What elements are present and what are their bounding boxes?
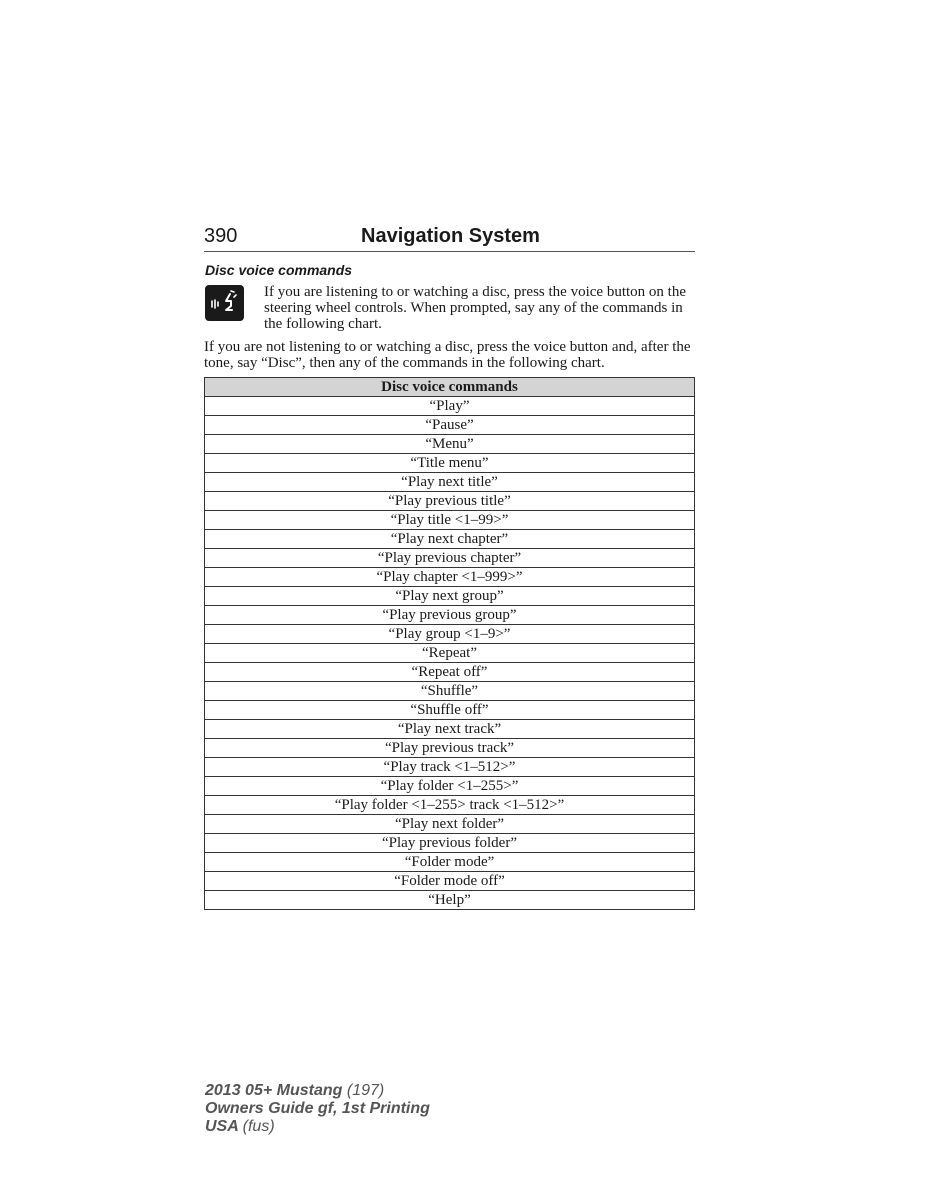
command-cell: “Play chapter <1–999>” [205, 568, 695, 587]
table-row [205, 834, 695, 853]
table-row [205, 815, 695, 834]
command-cell: “Play previous track” [205, 739, 695, 758]
command-cell: “Repeat” [205, 644, 695, 663]
table-row [205, 758, 695, 777]
footer-line-1 [205, 1082, 430, 1100]
table-header-cell: Disc voice commands [205, 378, 695, 397]
footer-model: 2013 05+ Mustang [205, 1082, 343, 1099]
table-row [205, 473, 695, 492]
footer-line-2: Owners Guide gf, 1st Printing [205, 1100, 430, 1117]
table-row [205, 701, 695, 720]
command-cell: “Repeat off” [205, 663, 695, 682]
table-row [205, 872, 695, 891]
command-cell: “Play previous group” [205, 606, 695, 625]
footer-model-code: (197) [346, 1082, 385, 1099]
command-cell: “Pause” [205, 416, 695, 435]
section-heading: Disc voice commands [205, 262, 353, 278]
table-row [205, 568, 695, 587]
command-cell: “Play previous title” [205, 492, 695, 511]
table-row [205, 739, 695, 758]
table-row [205, 492, 695, 511]
command-cell: “Play previous chapter” [205, 549, 695, 568]
command-cell: “Play previous folder” [205, 834, 695, 853]
footer-line-3 [205, 1118, 430, 1136]
command-cell: “Play folder <1–255> track <1–512>” [205, 796, 695, 815]
table-row [205, 397, 695, 416]
table-row [205, 587, 695, 606]
table-row [205, 663, 695, 682]
table-row [205, 454, 695, 473]
table-row [205, 435, 695, 454]
table-row [205, 511, 695, 530]
command-cell: “Play next title” [205, 473, 695, 492]
table-row [205, 682, 695, 701]
instruction-paragraph: If you are not listening to or watching a disc, press the voice button and, after the tone, say “Disc”, then any of the commands in the following chart. [204, 339, 691, 371]
command-cell: “Shuffle off” [205, 701, 695, 720]
page-header [204, 224, 695, 252]
command-cell: “Play next group” [205, 587, 695, 606]
command-cell: “Play folder <1–255>” [205, 777, 695, 796]
table-row [205, 777, 695, 796]
table-row [205, 891, 695, 910]
table-row [205, 644, 695, 663]
command-cell: “Shuffle” [205, 682, 695, 701]
print-footer [205, 1082, 430, 1136]
page-number: 390 [204, 225, 238, 247]
command-cell: “Help” [205, 891, 695, 910]
command-cell: “Play track <1–512>” [205, 758, 695, 777]
disc-voice-commands-table [204, 377, 695, 910]
table-row [205, 530, 695, 549]
footer-region: USA [205, 1118, 239, 1135]
table-header-row [205, 378, 695, 397]
command-cell: “Play” [205, 397, 695, 416]
command-cell: “Title menu” [205, 454, 695, 473]
command-cell: “Play group <1–9>” [205, 625, 695, 644]
command-cell: “Play next folder” [205, 815, 695, 834]
command-cell: “Play next chapter” [205, 530, 695, 549]
table-row [205, 625, 695, 644]
table-row [205, 416, 695, 435]
table-row [205, 720, 695, 739]
intro-text: If you are listening to or watching a disc, press the voice button on the steering wheel controls. When prompted, say any of the commands in the following chart. [264, 284, 686, 332]
voice-command-icon [205, 285, 244, 321]
command-cell: “Menu” [205, 435, 695, 454]
command-cell: “Folder mode” [205, 853, 695, 872]
footer-region-code: (fus) [242, 1118, 275, 1135]
table-row [205, 549, 695, 568]
table-row [205, 853, 695, 872]
command-cell: “Play next track” [205, 720, 695, 739]
table-row [205, 796, 695, 815]
page-title: Navigation System [361, 225, 540, 247]
table-row [205, 606, 695, 625]
command-cell: “Play title <1–99>” [205, 511, 695, 530]
command-cell: “Folder mode off” [205, 872, 695, 891]
